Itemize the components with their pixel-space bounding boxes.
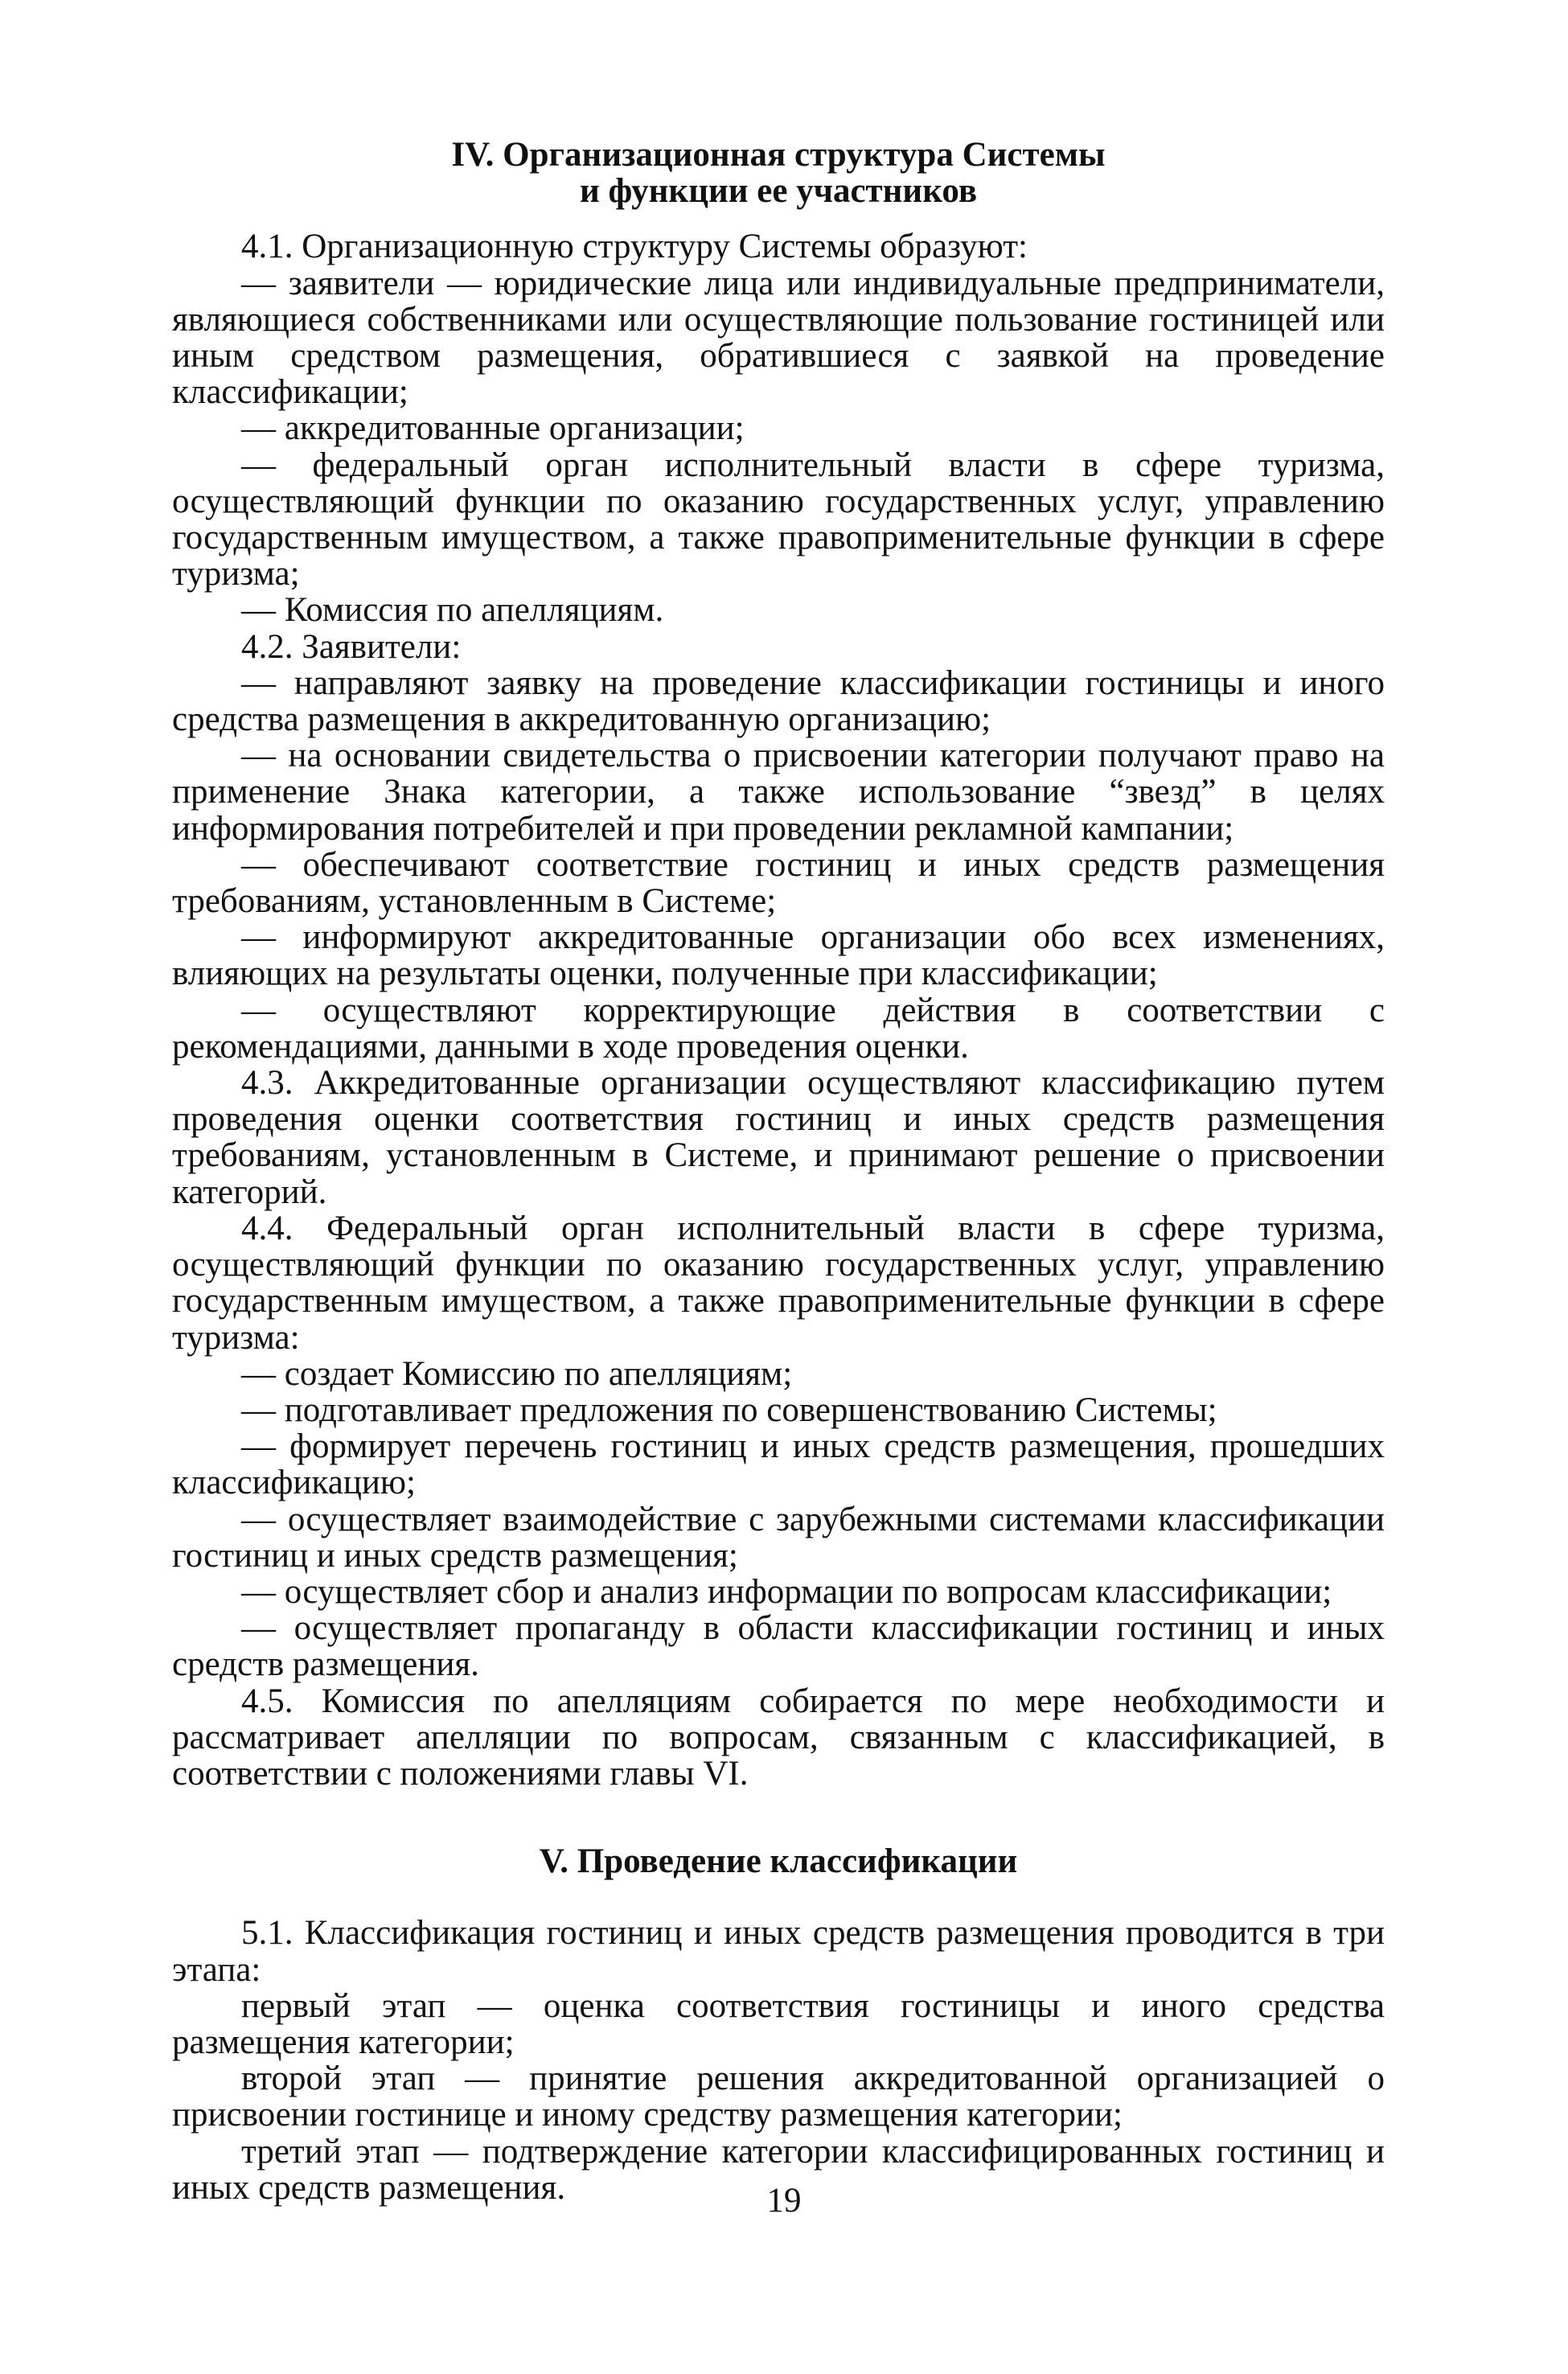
list-item: — обеспечивают соответствие гостиниц и иных средств размещения требованиям, установленным в Системе; xyxy=(172,845,1385,921)
section-4-heading xyxy=(172,137,1385,209)
list-item: — осуществляют корректирующие действия в соответствии с рекомендациями, данными в ходе проведения оценки. xyxy=(172,991,1385,1066)
section-4-body xyxy=(172,228,1385,1792)
paragraph-4-2: 4.2. Заявители: xyxy=(241,627,462,666)
list-item: — осуществляет пропаганду в области классификации гостиниц и иных средств размещения. xyxy=(172,1609,1385,1684)
document-page xyxy=(172,137,1385,2206)
paragraph-4-5: 4.5. Комиссия по апелляциям собирается по мере необходимости и рассматривает апелляции по вопросам, связанным с классификацией, в соответствии с положениями главы VI. xyxy=(172,1682,1385,1793)
list-item: — создает Комиссию по апелляциям; xyxy=(241,1354,793,1393)
list-item: — на основании свидетельства о присвоении категории получают право на применение Знака категории, а также использование “звезд” в целях информирования потребителей и при проведении рекламной кампании; xyxy=(172,737,1385,848)
list-item: — формирует перечень гостиниц и иных средств размещения, прошедших классификацию; xyxy=(172,1427,1385,1502)
paragraph-4-4: 4.4. Федеральный орган исполнительный власти в сфере туризма, осуществляющий функции по оказанию государственных услуг, управлению государственным имуществом, а также правоприменительные функции в сфере туризма: xyxy=(172,1209,1385,1357)
page-number: 19 xyxy=(766,2182,802,2220)
paragraph-4-3: 4.3. Аккредитованные организации осуществляют классификацию путем проведения оценки соответствия гостиниц и иных средств размещения требованиям, установленным в Системе, и принимают решение о присвоении категорий. xyxy=(172,1064,1385,1211)
list-item: — осуществляет сбор и анализ информации по вопросам классификации; xyxy=(241,1572,1332,1611)
section-4-heading-line-2: и функции ее участников xyxy=(579,172,978,211)
list-item: — осуществляет взаимодействие с зарубежными системами классификации гостиниц и иных средств размещения; xyxy=(172,1500,1385,1575)
list-item: — подготавливает предложения по совершенствованию Системы; xyxy=(241,1390,1217,1429)
paragraph-4-1: 4.1. Организационную структуру Системы образуют: xyxy=(241,228,1028,266)
list-item: третий этап — подтверждение категории классифицированных гостиниц и иных средств размещения. xyxy=(172,2132,1385,2207)
list-item: первый этап — оценка соответствия гостиницы и иного средства размещения категории; xyxy=(172,1986,1385,2061)
list-item: — информируют аккредитованные организации обо всех изменениях, влияющих на результаты оценки, полученные при классификации; xyxy=(172,918,1385,993)
section-4-heading-line-1: IV. Организационная структура Системы xyxy=(451,136,1106,174)
list-item: — аккредитованные организации; xyxy=(241,409,745,448)
list-item: — направляют заявку на проведение классификации гостиницы и иного средства размещения в аккредитованную организацию; xyxy=(172,663,1385,739)
list-item: — заявители — юридические лица или индивидуальные предприниматели, являющиеся собственниками или осуществляющие пользование гостиницей или иным средством размещения, обратившиеся с заявкой на проведение классификации; xyxy=(172,264,1385,412)
section-5-body xyxy=(172,1915,1385,2206)
list-item: — Комиссия по апелляциям. xyxy=(241,591,664,630)
list-item: второй этап — принятие решения аккредитованной организацией о присвоении гостинице и иному средству размещения категории; xyxy=(172,2060,1385,2134)
section-5-heading: V. Проведение классификации xyxy=(539,1842,1018,1881)
list-item: — федеральный орган исполнительный власти в сфере туризма, осуществляющий функции по оказанию государственных услуг, управлению государственным имуществом, а также правоприменительные функции в сфере туризма; xyxy=(172,446,1385,594)
paragraph-5-1: 5.1. Классификация гостиниц и иных средств размещения проводится в три этапа: xyxy=(172,1914,1385,1989)
